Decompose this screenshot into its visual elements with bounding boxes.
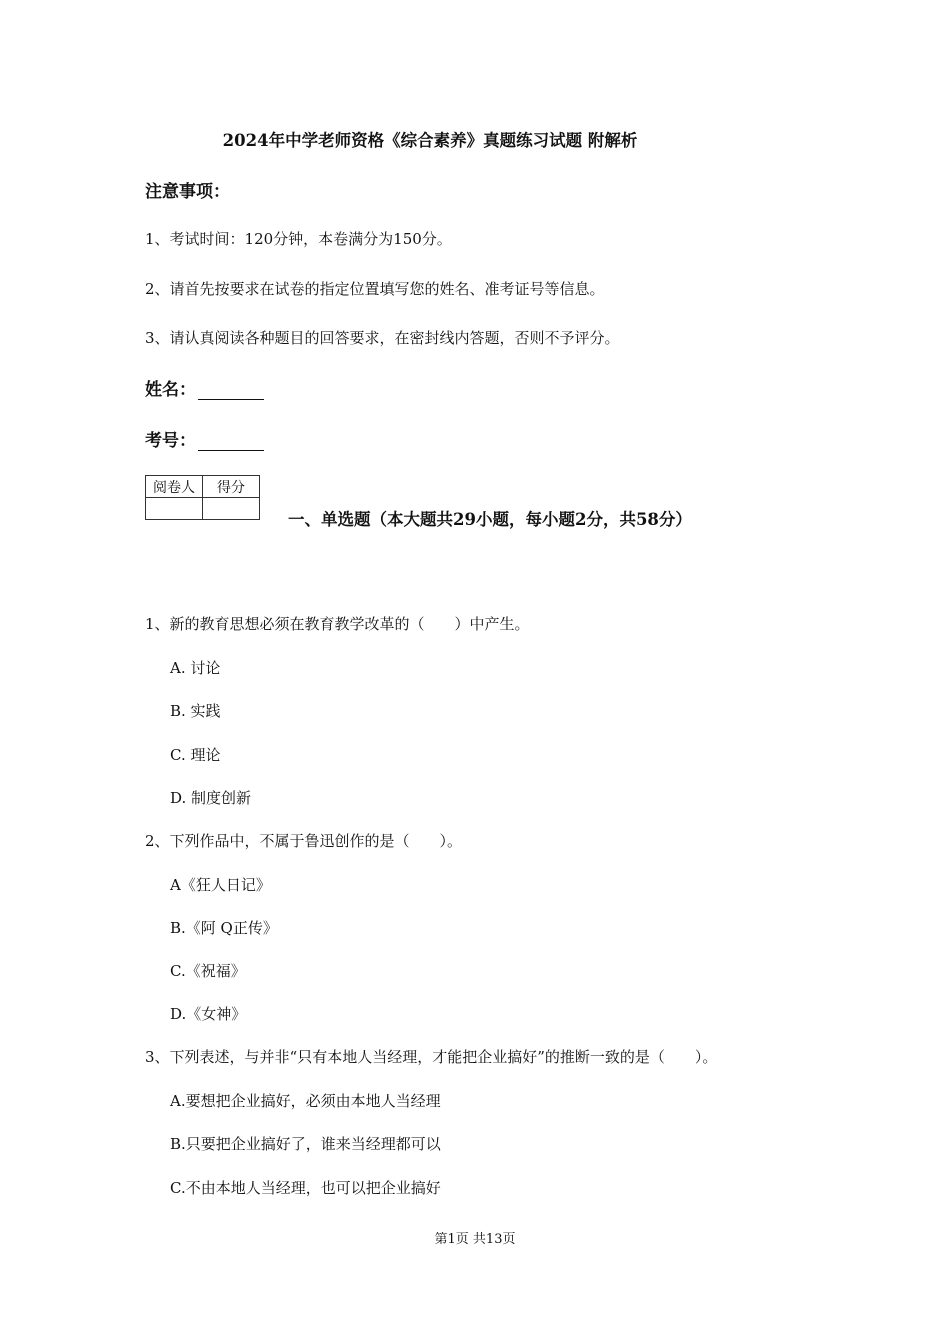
name-blank: [198, 381, 264, 400]
exam-number-field: [145, 426, 264, 451]
exam-number-label: 考号：: [145, 431, 196, 451]
question-option: B.《阿 Q正传》: [170, 919, 278, 937]
exam-number-blank: [198, 432, 264, 451]
question-stem: 1、新的教育思想必须在教育教学改革的（ ）中产生。: [145, 615, 530, 633]
grader-header: 阅卷人: [146, 476, 203, 498]
question-stem: 3、下列表述，与并非“只有本地人当经理，才能把企业搞好”的推断一致的是（ ）。: [145, 1048, 718, 1066]
page-footer: 第1页 共13页: [434, 1232, 516, 1247]
question-option: B. 实践: [170, 702, 221, 720]
question-option: B.只要把企业搞好了，谁来当经理都可以: [170, 1135, 441, 1153]
notes-heading: 注意事项：: [145, 182, 230, 202]
question-option: C. 理论: [170, 746, 221, 764]
grader-cell: [146, 498, 203, 520]
note-item: 3、请认真阅读各种题目的回答要求，在密封线内答题，否则不予评分。: [145, 329, 620, 347]
document-title: 2024年中学老师资格《综合素养》真题练习试题 附解析: [222, 131, 638, 150]
note-item: 2、请首先按要求在试卷的指定位置填写您的姓名、准考证号等信息。: [145, 280, 605, 298]
question-option: C.不由本地人当经理，也可以把企业搞好: [170, 1179, 441, 1197]
score-header: 得分: [203, 476, 260, 498]
note-item: 1、考试时间：120分钟，本卷满分为150分。: [145, 230, 452, 248]
question-option: A. 讨论: [170, 659, 221, 677]
question-option: C.《祝福》: [170, 962, 246, 980]
name-field: [145, 375, 264, 400]
question-option: D. 制度创新: [170, 789, 252, 807]
question-option: A.要想把企业搞好，必须由本地人当经理: [170, 1092, 441, 1110]
score-cell: [203, 498, 260, 520]
score-table: [145, 475, 260, 520]
question-option: A《狂人日记》: [170, 876, 271, 894]
section-title: 一、单选题（本大题共29小题，每小题2分，共58分）: [288, 510, 692, 529]
question-option: D.《女神》: [170, 1005, 247, 1023]
question-stem: 2、下列作品中，不属于鲁迅创作的是（ ）。: [145, 832, 463, 850]
name-label: 姓名：: [145, 380, 196, 400]
